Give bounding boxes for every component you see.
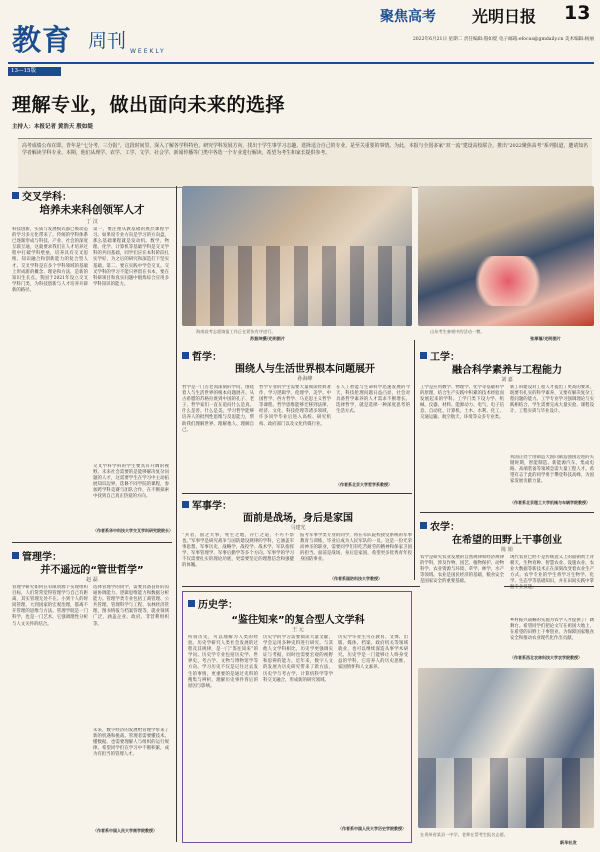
body-junshi-2: 报考军事学类专业的同学，将在军队院校接受系统的军事教育与训练，毕业后成为人民军队的一员。这是一份光荣而神圣的职业，需要同学们有吃苦耐劳的精神和保家卫国的担当。面前是战场，身后是家国，希望更多优秀青年投身国防事业。 bbox=[300, 533, 412, 563]
article-title-lishi: “鉴往知来”的复合型人文学科 bbox=[231, 615, 365, 626]
article-title-gongxue: 融合科学素养与工程能力 bbox=[452, 365, 562, 376]
divider bbox=[12, 542, 172, 543]
square-icon bbox=[12, 192, 19, 199]
column-divider bbox=[414, 340, 415, 580]
body-guanli-1: 管理学研究如何在有限资源下实现组织目标，人们常常觉得管理学与自己有距离，其实管理无处不在。小到个人的时间管理，大到国家的宏观治理，都离不开管理的思维与方法。管理学既是一门科学，也是一门艺术，它强调理性分析与人文关怀的结合。 bbox=[12, 585, 88, 627]
author-lishi: 王 元 bbox=[292, 627, 304, 633]
section-label: 工学： bbox=[430, 352, 460, 363]
body-jiaoxue-1: 科技创新，实质与发展模式都已被动态的学习多元化带来了。传统的学科体系已逐渐形成与科技、产业、社会的深度互联互通，这就要求我们在人才培养过程中打破学科壁垒，培养具有交叉思维、知识融合和创新能力的复合型人才。交叉学科是在多个学科领域的基础上形成新的概念、理论和方法，是新的知识生长点。我国于2021年设立交叉学科门类，为科技创新与人才培养开辟新的路径。 bbox=[12, 227, 88, 293]
body-gongxue-3: 我国正处于由制造大国向制造强国迈进的关键时期，智能制造、新能源汽车、集成电路、高端装备等领域急需大量工程人才。希望有志于此的同学勇于攀登科技高峰，为国家发展贡献力量。 bbox=[510, 455, 594, 485]
photo-caption-mid: 海南高考志愿填报工作正在紧张有序进行。 bbox=[196, 329, 276, 334]
body-lishi-1: 所谓历史，可以理解为人类的经验。历史学研究人类社会发展的过程及其规律，是一门“鉴往知来”的学问。历史学专业包括历史学、世界史、考古学、文物与博物馆学等方向。学习历史不仅是记住过去发生的事情，更重要的是通过史料的搜集与辨析，理解历史事件背后的原因与影响。 bbox=[188, 635, 258, 689]
body-nongxue-1: 农学是研究农业发展的自然规律和经济规律的学科，涉及作物、园艺、植物保护、动物科学、农业资源与环境、草学、林学、水产等领域。农业是国民经济的基础，粮食安全是国家安全的重要基础。 bbox=[420, 555, 504, 653]
masthead-rule bbox=[8, 62, 594, 64]
footnote-zhexue: （作者系北京大学哲学系教授） bbox=[336, 482, 392, 487]
author-jiaoxue: 丁 汉 bbox=[86, 219, 98, 225]
photo-students-crowd bbox=[182, 186, 412, 326]
footnote-guanli: （作者系中国人民大学商学院教授） bbox=[93, 828, 157, 833]
square-icon bbox=[182, 352, 189, 359]
body-gongxue-2: 新工科建设对工程人才提出了更高的要求，既要有扎实的科学素养，又要有解决复杂工程问题的能力。工学专业学习强调理论与实践相结合，学生需要完成大量实验、课程设计、工程实训与毕业设计。 bbox=[510, 385, 594, 415]
square-icon bbox=[420, 352, 427, 359]
section-label: 农学： bbox=[430, 522, 460, 533]
intro-box: 高考成绩公布在即。青年是“七分考，三分报”，这段时间里，深入了解各学科特色，研究学科发展方向，找出于学生事学习志趣。选择适合自己的专业，是至关重要的事情。为此，本报与全国多家“双一流”建设高校联合，推出“2022聚焦高考”系列报道，邀请知名学者解读学科专业。本期，他们从理学、农学、工学、文学、社会学、新闻传播等门类中各选一个专业进行解读，希望为考生和家长提供参考。 bbox=[18, 138, 592, 188]
author-guanli: 赵 磊 bbox=[86, 577, 98, 583]
photo-figures bbox=[418, 758, 594, 828]
article-title-nongxue: 在希望的田野上干事创业 bbox=[452, 535, 562, 546]
body-guanli-3: 未来，数字经济的发展给管理学带来了新的机遇和挑战。管理者需要懂技术、懂数据，也需要理解人与组织的运行规律。希望同学们在学习中不断积累，成为有担当的管理人才。 bbox=[93, 728, 169, 758]
article-title-zhexue: 围绕人与生活世界根本问题展开 bbox=[235, 364, 375, 375]
author-gongxue: 刘 嘉 bbox=[501, 377, 513, 383]
body-lishi-2: 历史学的学习需要阅读大量文献，学会运用多种史料进行研究。与其他人文学科相比，历史学更强调实证与考据，同时也需要宏观的视野和思辨的能力。近年来，数字人文的发展为历史研究带来了新方法，历史学与考古学、计算机科学等学科交叉融合，形成新的研究领域。 bbox=[263, 635, 333, 683]
photo-teacher-students bbox=[418, 668, 594, 828]
photo-credit-bottom: 新华社发 bbox=[560, 840, 577, 845]
photo-flowers bbox=[468, 256, 548, 306]
masthead bbox=[0, 0, 600, 74]
article-title-guanli: 并不遥远的“管世哲学” bbox=[40, 565, 144, 576]
square-icon bbox=[188, 600, 195, 607]
body-zhexue-1: 哲学是一门古老而深刻的学问，围绕着人与生活世界的根本问题展开。从古希腊的苏格拉底到中国的孔子、老子，哲学家们一直在追问什么是真、什么是善、什么是美。学习哲学能够培养人的批判性思维与反思能力，帮助我们理解世界、理解他人、理解自己。 bbox=[182, 385, 254, 433]
pages-note-text: 13—15版 bbox=[11, 68, 36, 74]
footnote-junshi: （作者系国防科技大学教授） bbox=[330, 576, 382, 581]
square-icon bbox=[182, 501, 189, 508]
article-title-jiaoxue: 培养未来科创领军人才 bbox=[39, 204, 145, 216]
section-label: 管理学： bbox=[22, 552, 62, 563]
article-title-junshi: 面前是战场，身后是家国 bbox=[243, 513, 353, 524]
body-nongxue-3: 乡村振兴战略的实施为农学人才提供了广阔舞台。希望同学们把论文写在祖国大地上，在希望的田野上干事创业，为保障国家粮食安全和推动农业现代化作出贡献。 bbox=[510, 618, 594, 642]
photo-caption-top: 山东考生参观中的活动一瞥。 bbox=[430, 329, 485, 334]
body-junshi-1: “兵者，国之大事，死生之地，存亡之道，不可不察也。”军事学是研究战争与国防建设规律的学科，它涵盖军事思想、军事历史、战略学、战役学、战术学、军队指挥学、军事管理学、军事后勤学等多个方向。军事学的学习不仅需要扎实的理论功底，更需要坚定的理想信念和强健的体魄。 bbox=[182, 533, 294, 569]
host-line: 主持人：本报记者 黄浩天 殷如缇 bbox=[12, 124, 93, 130]
main-headline: 理解专业，做出面向未来的选择 bbox=[12, 94, 286, 116]
edu-title: 教育 bbox=[12, 23, 73, 57]
author-junshi: 马建光 bbox=[290, 525, 306, 531]
page-number: 13 bbox=[564, 2, 591, 24]
column-name: 聚焦高考 bbox=[380, 9, 436, 25]
section-label: 历史学： bbox=[198, 600, 238, 611]
body-nongxue-2: 现代农业已经不是传统意义上的面朝黄土背朝天，生物育种、智慧农业、设施农业、农业大数据等新技术正在深刻改变着农业生产方式。农学专业的学生将学习生物学、化学、生态学等基础知识，并在田间实践中掌握专业技能。 bbox=[510, 555, 594, 591]
body-zhexue-3: 在人工智能与生命科学迅速发展的今天，科技伦理问题日益凸显，社会对具备哲学素养的人才需求不断增长。选择哲学，就是选择一种深度思考的生活方式。 bbox=[336, 385, 410, 415]
body-zhexue-2: 哲学专业的学生需要大量阅读经典著作，学习逻辑学、伦理学、美学、中国哲学、西方哲学、马克思主义哲学等课程。哲学思维能够迁移到法律、经济、文化、科技伦理等诸多领域，许多同学毕业后进入高校、研究机构、政府部门以及文化传媒行业。 bbox=[259, 385, 331, 427]
divider bbox=[420, 512, 594, 513]
section-label: 哲学： bbox=[192, 352, 222, 363]
column-divider bbox=[176, 186, 177, 842]
divider bbox=[182, 493, 412, 494]
footnote-lishi: （作者系中国人民大学历史学院教授） bbox=[338, 826, 406, 831]
body-jiaoxue-3: 交叉学科学科的学生要具有开阔的视野。未来社会需要的是能够解决复杂问题的人才，这需要学生在学习中主动拓展知识边界，选修不同学院的课程，参加跨学科竞赛与团队合作，在不断探索中找到自己真正热爱的方向。 bbox=[93, 464, 169, 500]
footnote-jiaoxue: （作者系华中科技大学交叉学科研究院院长） bbox=[93, 528, 173, 533]
author-nongxue: 陈 娟 bbox=[501, 547, 513, 553]
body-guanli-2: 选择管理学的同学，需要具备良好的沟通协调能力、逻辑思维能力和数据分析能力。管理学类专业包括工商管理、公共管理、管理科学与工程、农林经济管理、图书情报与档案管理等，就业领域广泛，涵盖企业、政府、非营利组织等。 bbox=[93, 585, 169, 627]
body-gongxue-1: 工学是应用数学、物理学、化学等基础科学的原理，结合生产实践中积累的技术经验而发展起来的学科。工学门类下设力学、机械、仪器、材料、能源动力、电气、电子信息、自动化、计算机、土木、水利、化工、交通运输、航空航天、环境等众多专业类。 bbox=[420, 385, 504, 421]
photo-credit-mid: 苏振坤摄/光明图片 bbox=[250, 336, 286, 341]
author-zhexue: 孙海峰 bbox=[297, 376, 313, 382]
footnote-gongxue: （作者系北京理工大学机械与车辆学院教授） bbox=[510, 500, 590, 505]
dateline: 2022年6月21日 星期二 责任编辑:殷如缇 电子邮箱:efocus@gmdaily.cn 美术编辑:杨丽 bbox=[412, 37, 594, 42]
section-tag-lishi bbox=[188, 596, 238, 611]
pages-note bbox=[8, 67, 61, 76]
photo-figures bbox=[182, 246, 412, 326]
body-lishi-3: 历史学毕业生可在教育、文博、出版、媒体、档案、政府机关等领域就业，也可以继续深造从事学术研究。历史学是一门能够让人终身受益的学科，它培养人的历史思维、家国情怀和人文素养。 bbox=[338, 635, 408, 671]
weekly-cn: 周刊 bbox=[88, 30, 127, 52]
photo-caption-bottom: 在贵州省某县一中学，老师在帮考生报名志愿。 bbox=[420, 832, 508, 837]
section-label: 交叉学科： bbox=[22, 192, 72, 203]
photo-graduates-flowers bbox=[418, 186, 594, 326]
photo-credit-top: 张厚福/光明图片 bbox=[530, 336, 561, 341]
footnote-nongxue: （作者系西北农林科技大学农学院教授） bbox=[510, 655, 582, 660]
section-tag-jiaoxue bbox=[12, 188, 72, 203]
section-label: 军事学： bbox=[192, 501, 232, 512]
weekly-en: WEEKLY bbox=[130, 48, 166, 55]
square-icon bbox=[420, 522, 427, 529]
newspaper-name: 光明日报 bbox=[472, 7, 537, 26]
square-icon bbox=[12, 552, 19, 559]
body-jiaoxue-2: 第一，要注重从教基础的底层课程学习。如果说专业方向是学习的方向盘，那么基础课程就是发动机。数学、物理、化学、计算机等基础学科是交叉学科的共同基础，同学们应在本科阶段扎实学好，为之后的研究和深造打下坚实基础。第二，要在实践中学会交叉。交叉学科的学习不能只停留在书本，要在科研项目和真实问题中锻炼综合应用多学科知识的能力。 bbox=[93, 227, 169, 287]
